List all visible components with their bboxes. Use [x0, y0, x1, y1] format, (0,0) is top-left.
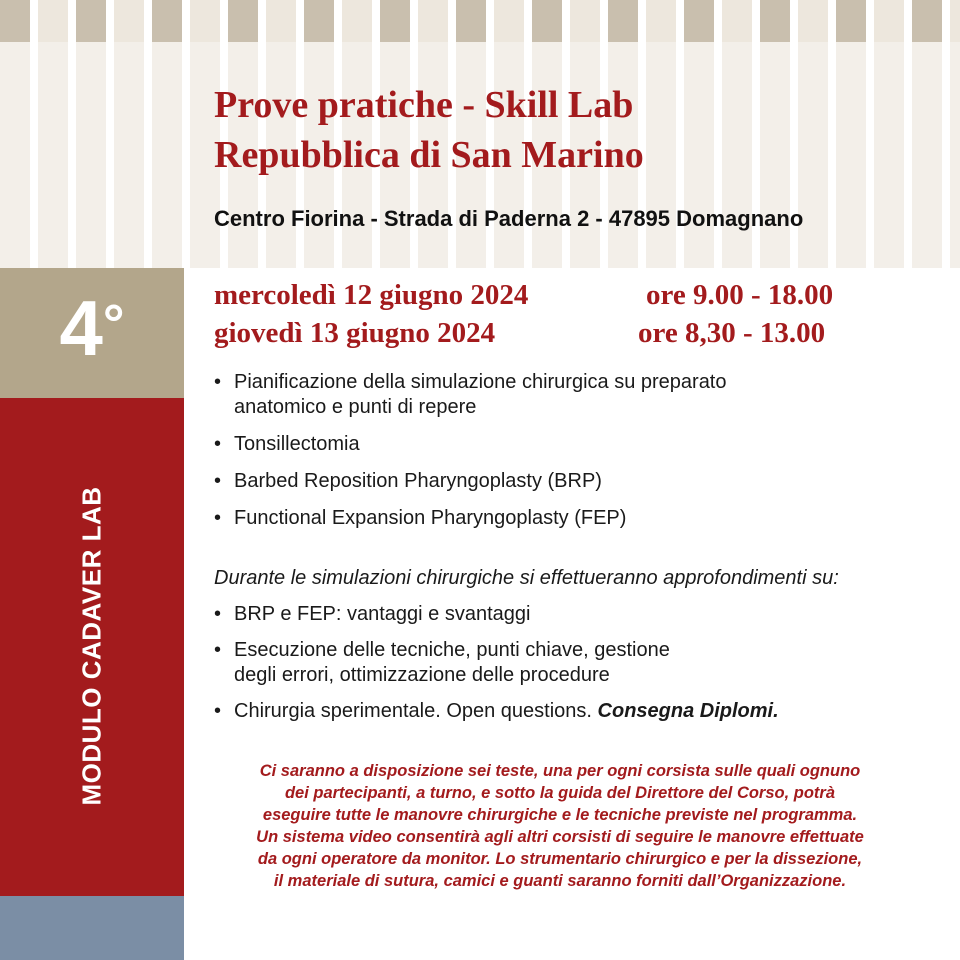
- diploma-emphasis: Consegna Diplomi.: [597, 700, 779, 722]
- list-item: • Chirurgia sperimentale. Open questions. Consegna Diplomi.: [214, 699, 914, 724]
- schedule-date: mercoledì 12 giugno 2024: [214, 279, 529, 311]
- schedule-row: [214, 314, 914, 352]
- venue-address: Centro Fiorina - Strada di Paderna 2 - 47895 Domagnano: [214, 206, 804, 231]
- note-line: il materiale di sutura, camici e guanti saranno forniti dall’Organizzazione.: [273, 872, 847, 890]
- striped-top-band: [0, 0, 960, 42]
- schedule-time: ore 9.00 - 18.00: [646, 279, 834, 311]
- topics-list: [214, 370, 914, 543]
- list-item: • Esecuzione delle tecniche, punti chiave, gestione degli errori, ottimizzazione delle procedure: [214, 638, 914, 688]
- list-item: • Tonsillectomia: [214, 432, 914, 457]
- list-item: • BRP e FEP: vantaggi e svantaggi: [214, 602, 914, 627]
- list-item: • Pianificazione della simulazione chirurgica su preparato anatomico e punti di repere: [214, 370, 914, 420]
- title-line-2: Repubblica di San Marino: [214, 134, 644, 176]
- note-line: da ogni operatore da monitor. Lo strumentario chirurgico e per la dissezione,: [257, 850, 863, 868]
- organization-note: [190, 760, 930, 892]
- schedule: [214, 276, 914, 352]
- list-item: • Barbed Reposition Pharyngoplasty (BRP): [214, 469, 914, 494]
- note-line: Ci saranno a disposizione sei teste, una per ogni corsista sulle quali ognuno: [259, 762, 861, 780]
- schedule-date: giovedì 13 giugno 2024: [214, 317, 496, 349]
- schedule-row: [214, 276, 914, 314]
- note-line: eseguire tutte le manovre chirurgiche e le tecniche previste nel programma.: [262, 806, 858, 824]
- title-line-1: Prove pratiche - Skill Lab: [214, 84, 634, 126]
- bottom-accent-block: [0, 896, 184, 960]
- note-line: Un sistema video consentirà agli altri corsisti di seguire le manovre effettuate: [256, 828, 864, 846]
- schedule-time: ore 8,30 - 13.00: [638, 317, 826, 349]
- page-title: [214, 80, 934, 180]
- module-number: 4°: [59, 284, 125, 372]
- details-intro: Durante le simulazioni chirurgiche si effettueranno approfondimenti su:: [214, 567, 839, 589]
- list-item: • Functional Expansion Pharyngoplasty (FEP): [214, 506, 914, 531]
- details-list: [214, 602, 914, 735]
- module-label: MODULO CADAVER LAB: [76, 486, 107, 806]
- note-line: dei partecipanti, a turno, e sotto la guida del Direttore del Corso, potrà: [284, 784, 836, 802]
